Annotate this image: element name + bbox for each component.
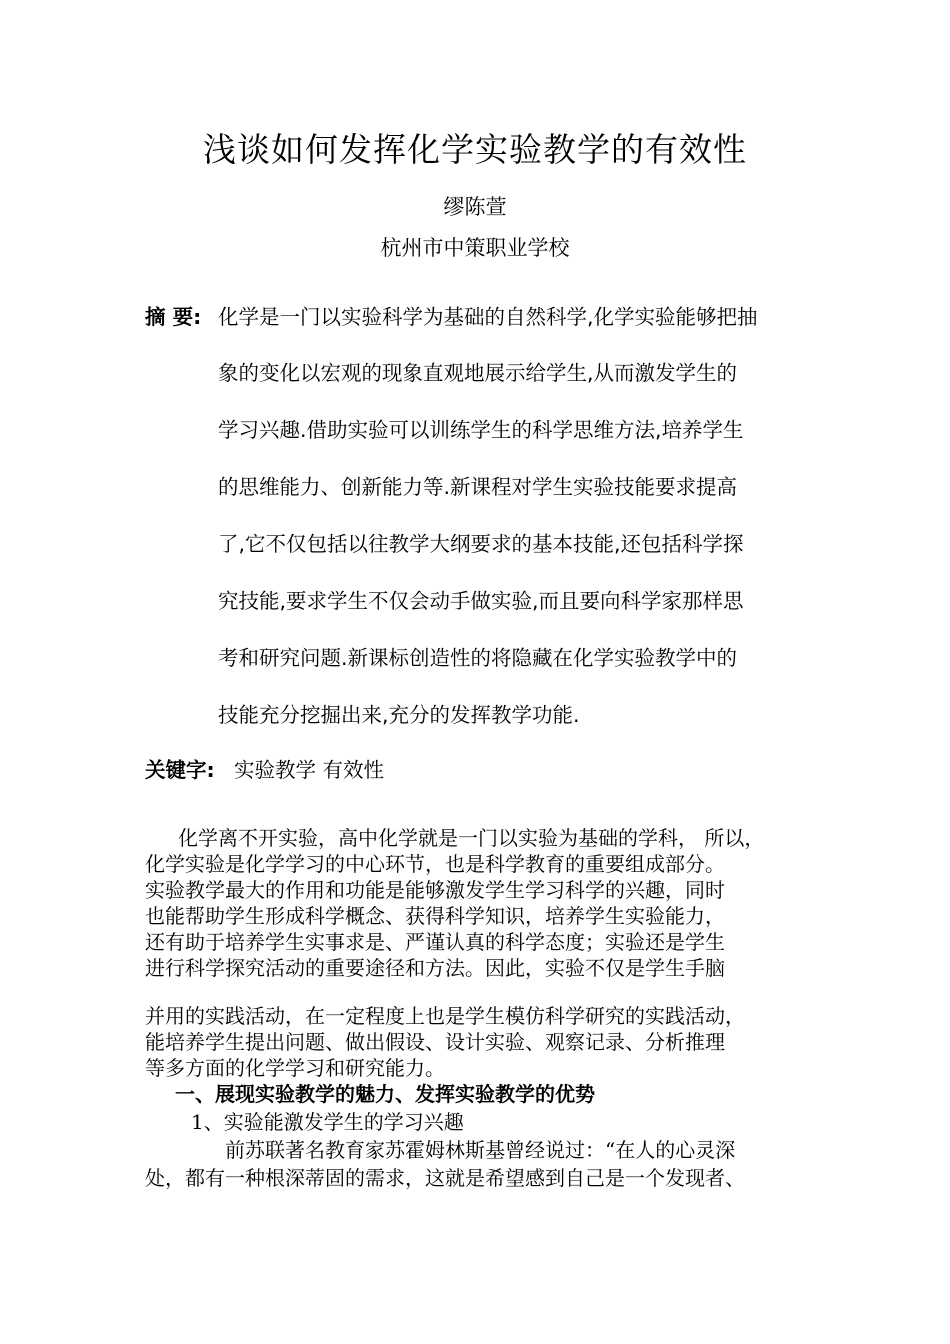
intro-line: 并用的实践活动，在一定程度上也是学生模仿科学研究的实践活动， xyxy=(145,1004,745,1028)
intro-line: 进行科学探究活动的重要途径和方法。因此，实验不仅是学生手脑 xyxy=(145,956,725,980)
section-text-line: 处，都有一种根深蒂固的需求，这就是希望感到自己是一个发现者、 xyxy=(145,1166,745,1190)
paper-title: 浅谈如何发挥化学实验教学的有效性 xyxy=(203,130,747,169)
section-text-line: 前苏联著名教育家苏霍姆林斯基曾经说过：“在人的心灵深 xyxy=(225,1138,736,1162)
subsection-heading: 1、实验能激发学生的学习兴趣 xyxy=(191,1110,464,1134)
intro-line: 等多方面的化学学习和研究能力。 xyxy=(145,1056,445,1080)
intro-line: 化学实验是化学学习的中心环节，也是科学教育的重要组成部分。 xyxy=(145,852,725,876)
abstract-line: 究技能,要求学生不仅会动手做实验,而且要向科学家那样思 xyxy=(218,589,744,613)
keywords-label: 关键字: xyxy=(145,758,215,782)
abstract-line: 化学是一门以实验科学为基础的自然科学,化学实验能够把抽 xyxy=(218,305,758,329)
school-name: 杭州市中策职业学校 xyxy=(380,236,570,260)
abstract-line: 象的变化以宏观的现象直观地展示给学生,从而激发学生的 xyxy=(218,361,738,385)
author-name: 缪陈萱 xyxy=(443,195,507,219)
abstract-line: 学习兴趣.借助实验可以训练学生的科学思维方法,培养学生 xyxy=(218,418,744,442)
intro-line: 能培养学生提出问题、做出假设、设计实验、观察记录、分析推理 xyxy=(145,1030,725,1054)
abstract-line: 了,它不仅包括以往教学大纲要求的基本技能,还包括科学探 xyxy=(218,532,744,556)
intro-line: 化学离不开实验，高中化学就是一门以实验为基础的学科， 所以， xyxy=(178,826,765,850)
section-heading: 一、展现实验教学的魅力、发挥实验教学的优势 xyxy=(175,1082,595,1106)
intro-line: 实验教学最大的作用和功能是能够激发学生学习科学的兴趣，同时 xyxy=(145,878,725,902)
abstract-line: 的思维能力、创新能力等.新课程对学生实验技能要求提高 xyxy=(218,475,738,499)
keywords-value: 实验教学 有效性 xyxy=(234,758,385,782)
abstract-label: 摘 要: xyxy=(145,305,202,329)
intro-line: 也能帮助学生形成科学概念、获得科学知识，培养学生实验能力， xyxy=(145,904,725,928)
abstract-line: 考和研究问题.新课标创造性的将隐藏在化学实验教学中的 xyxy=(218,646,738,670)
abstract-line: 技能充分挖掘出来,充分的发挥教学功能. xyxy=(218,703,580,727)
intro-line: 还有助于培养学生实事求是、严谨认真的科学态度；实验还是学生 xyxy=(145,930,725,954)
